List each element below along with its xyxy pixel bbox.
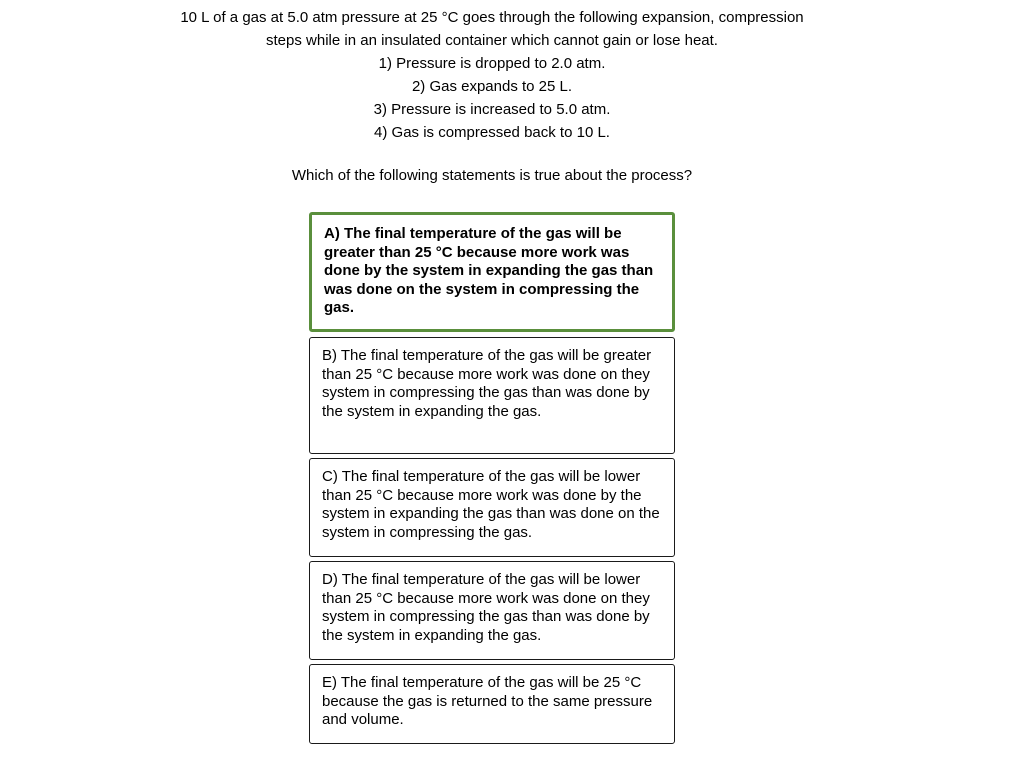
process-step: 2) Gas expands to 25 L. — [411, 78, 573, 95]
answer-choice-a[interactable]: A) The final temperature of the gas will be greater than 25 °C because more work was done by the system in expanding the gas than was done on the system in compressing the gas. — [309, 212, 675, 332]
process-step: 1) Pressure is dropped to 2.0 atm. — [378, 55, 606, 72]
question-prompt: Which of the following statements is true about the process? — [291, 167, 693, 184]
answer-choice-b[interactable]: B) The final temperature of the gas will be greater than 25 °C because more work was done on they system in compressing the gas than was done by the system in expanding the gas. — [309, 337, 675, 454]
answer-choice-c[interactable]: C) The final temperature of the gas will be lower than 25 °C because more work was done by the system in expanding the gas than was done on the system in compressing the gas. — [309, 458, 675, 557]
question-stem — [180, 6, 804, 144]
process-step: 4) Gas is compressed back to 10 L. — [374, 124, 610, 141]
answer-choice-e[interactable]: E) The final temperature of the gas will be 25 °C because the gas is returned to the same pressure and volume. — [309, 664, 675, 744]
question-intro: 10 L of a gas at 5.0 atm pressure at 25 °C goes through the following expansion, compression steps while in an insulated container which cannot gain or lose heat. — [180, 9, 804, 49]
process-step: 3) Pressure is increased to 5.0 atm. — [373, 101, 611, 118]
answer-choice-d[interactable]: D) The final temperature of the gas will be lower than 25 °C because more work was done on they system in compressing the gas than was done by the system in expanding the gas. — [309, 561, 675, 660]
process-steps-list — [180, 52, 804, 144]
